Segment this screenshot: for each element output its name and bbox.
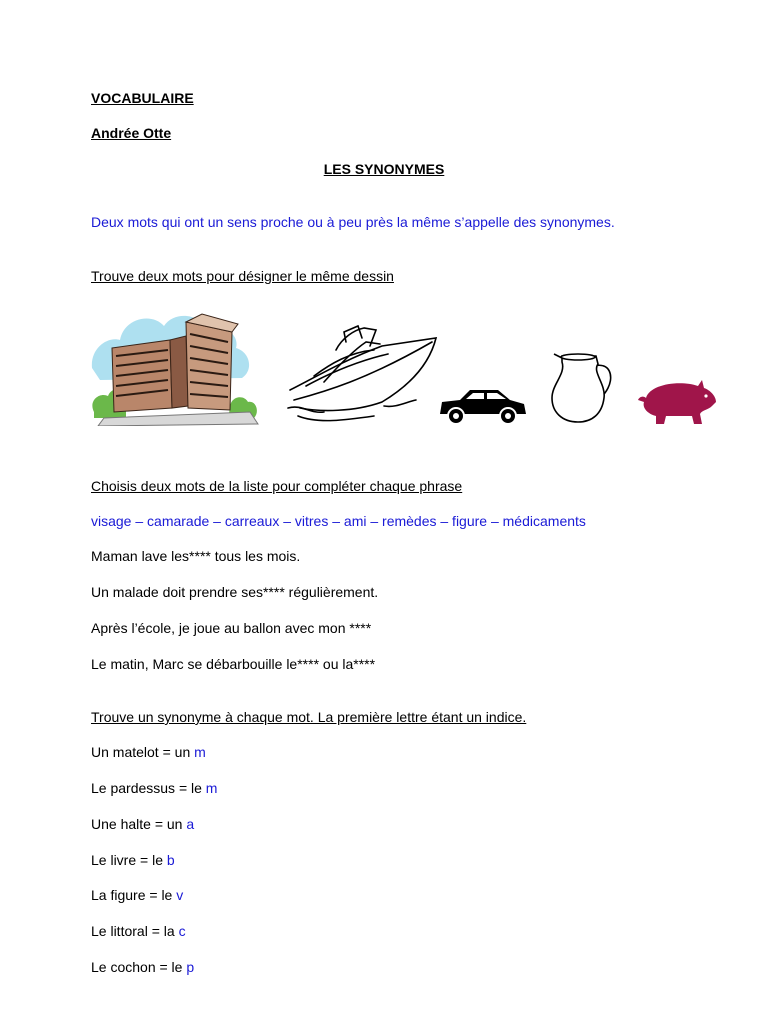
car-image: [436, 386, 528, 426]
building-image: [90, 308, 262, 426]
jug-image: [548, 350, 616, 426]
synonym-word: Un matelot = un: [91, 744, 195, 760]
synonym-item: [91, 923, 186, 940]
page-title: LES SYNONYMES: [323, 161, 445, 177]
hint-letter: b: [166, 852, 175, 868]
synonym-item: [91, 852, 175, 869]
pig-image: [636, 378, 718, 426]
sentence-2: Un malade doit prendre ses**** régulièrement.: [91, 584, 379, 600]
hint-letter: a: [186, 816, 195, 832]
synonym-word: Le littoral = la: [91, 923, 179, 939]
exercise3-instruction: Trouve un synonyme à chaque mot. La première lettre étant un indice.: [91, 709, 527, 725]
sentence-1: Maman lave les**** tous les mois.: [91, 548, 301, 564]
subject-heading: VOCABULAIRE: [91, 90, 194, 106]
synonym-item: [91, 816, 194, 833]
hint-letter: m: [205, 780, 218, 796]
synonym-word: La figure = le: [91, 887, 177, 903]
synonym-word: Le livre = le: [91, 852, 167, 868]
word-list: visage – camarade – carreaux – vitres – ami – remèdes – figure – médicaments: [91, 513, 586, 529]
synonym-item: [91, 959, 194, 976]
hint-letter: v: [176, 887, 184, 903]
exercise1-instruction: Trouve deux mots pour désigner le même dessin: [91, 268, 394, 284]
sentence-4: Le matin, Marc se débarbouille le**** ou la****: [91, 656, 376, 672]
definition-text: Deux mots qui ont un sens proche ou à peu près la même s’appelle des synonymes.: [91, 214, 615, 230]
hint-letter: p: [186, 959, 195, 975]
author-name: Andrée Otte: [91, 125, 172, 141]
hint-letter: c: [178, 923, 186, 939]
synonym-item: [91, 780, 217, 797]
synonym-item: [91, 744, 206, 761]
synonym-word: Le pardessus = le: [91, 780, 206, 796]
synonym-word: Une halte = un: [91, 816, 187, 832]
sentence-3: Après l’école, je joue au ballon avec mon ****: [91, 620, 372, 636]
synonym-word: Le cochon = le: [91, 959, 187, 975]
ship-image: [284, 320, 440, 424]
hint-letter: m: [194, 744, 206, 760]
exercise2-instruction: Choisis deux mots de la liste pour compléter chaque phrase: [91, 478, 463, 494]
synonym-item: [91, 887, 183, 904]
